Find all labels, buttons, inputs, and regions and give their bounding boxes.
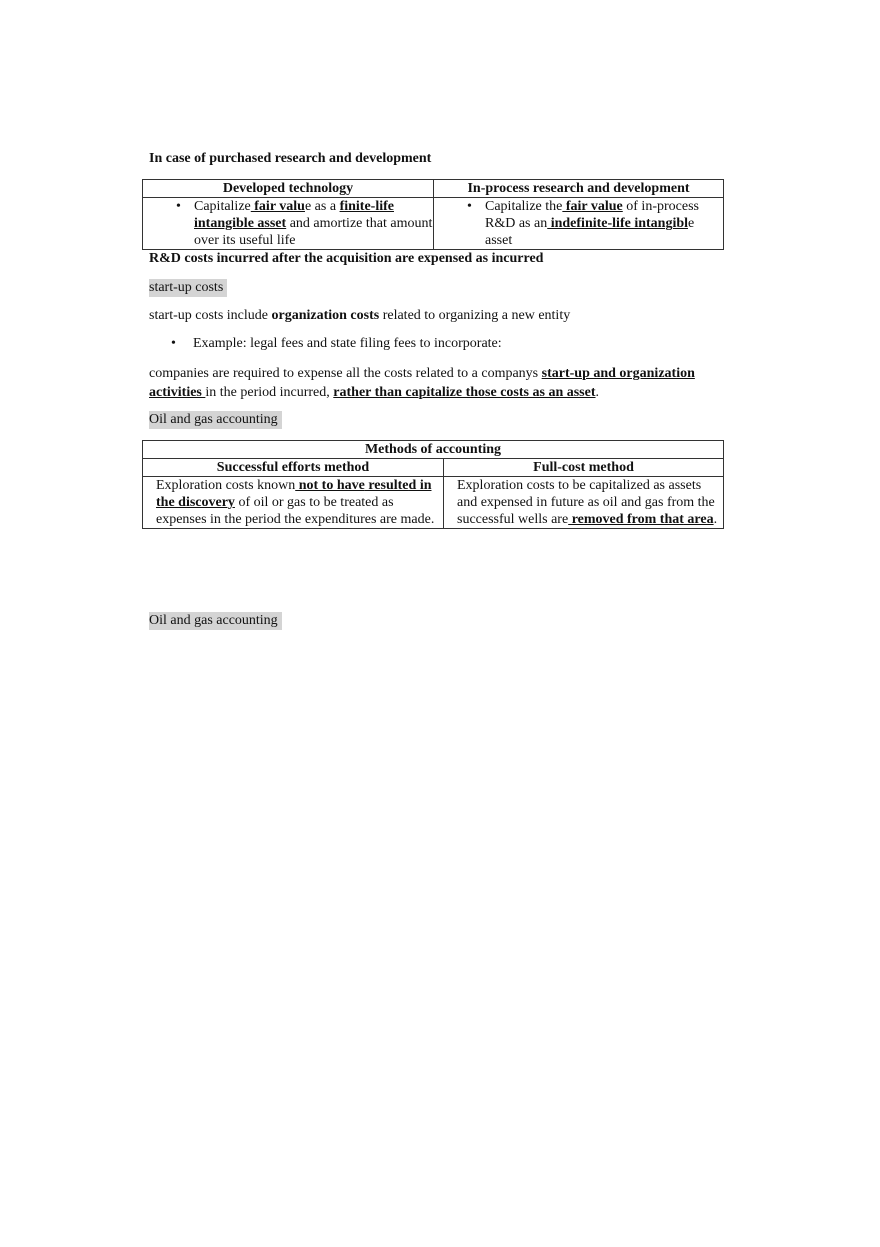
emphasis-text: organization costs [271, 308, 380, 323]
emphasis-text: area [683, 512, 714, 527]
text-span: of oil or gas to be treated as expenses in the period the expenditures are made. [156, 495, 435, 527]
highlighted-label: start-up costs [149, 279, 227, 297]
emphasis-text: resulte [364, 478, 409, 493]
oil-table-header-row [143, 459, 724, 477]
oil-methods-table [142, 440, 724, 529]
emphasis-text: finite-life [339, 199, 394, 214]
text-span: . [595, 385, 600, 400]
rd-table [142, 179, 724, 250]
oil-table-body-row [143, 477, 724, 529]
text-span: companies are required to expense all the costs related to a companys [149, 366, 542, 381]
rd-table-header-row [143, 180, 724, 198]
emphasis-text: d in the discovery [156, 478, 432, 510]
list-item [143, 198, 433, 249]
emphasis-text: rather than capitalize those costs as an asset [333, 385, 596, 400]
emphasis-text: indefinite-life intangibl [547, 216, 689, 231]
rd-after-note: R&D costs incurred after the acquisition are expensed as incurred [149, 251, 544, 266]
rd-col2-header: In-process research and development [434, 180, 724, 198]
emphasis-text: intangible asset [194, 216, 287, 231]
list-item [434, 198, 723, 249]
oil-col2-cell [444, 477, 724, 529]
emphasis-text: not to have [295, 478, 365, 493]
oil-table-title-row [143, 441, 724, 459]
rd-col2-cell [434, 198, 724, 250]
text-span: start-up costs include [149, 308, 272, 323]
startup-example-list [149, 335, 729, 353]
highlighted-label: Oil and gas accounting [149, 411, 282, 429]
text-span: Exploration costs known [156, 478, 296, 493]
startup-paragraph-1 [149, 307, 729, 325]
oil-section-label-repeat [149, 612, 729, 630]
list-item: • Example: legal fees and state filing fees to incorporate: [149, 335, 729, 353]
emphasis-text: removed from that [568, 512, 684, 527]
startup-section-label [149, 279, 729, 297]
emphasis-text: start-up and organization activities [149, 366, 695, 400]
text-span: Capitalize [194, 199, 251, 214]
startup-paragraph-2 [149, 364, 729, 402]
rd-col1-cell [143, 198, 434, 250]
document-content [149, 150, 729, 630]
text-span: e asset [485, 216, 695, 248]
text-span: of in-process R&D as an [485, 199, 699, 231]
text-span: in the period incurred, [205, 385, 334, 400]
emphasis-text: fair valu [250, 199, 305, 214]
rd-col1-list [143, 198, 433, 249]
rd-col2-list [434, 198, 723, 249]
oil-col2-header: Full-cost method [444, 459, 724, 477]
oil-col1-cell [143, 477, 444, 529]
rd-table-body-row [143, 198, 724, 250]
rd-col1-header: Developed technology [143, 180, 434, 198]
oil-section-label [149, 411, 729, 429]
highlighted-label: Oil and gas accounting [149, 612, 282, 630]
text-span: Exploration costs to be capitalized as assets and expensed in future as oil and gas from the successful wells are [457, 478, 715, 527]
oil-table-title: Methods of accounting [143, 441, 724, 459]
text-span: related to organizing a new entity [379, 308, 571, 323]
text-span: Capitalize the [485, 199, 563, 214]
rd-heading: In case of purchased research and development [149, 151, 432, 166]
emphasis-text: fair value [562, 199, 623, 214]
text-span: . [713, 512, 718, 527]
text-span: e as a [304, 199, 340, 214]
oil-col1-header: Successful efforts method [143, 459, 444, 477]
text-span: and amortize that amount over its useful life [194, 216, 433, 248]
